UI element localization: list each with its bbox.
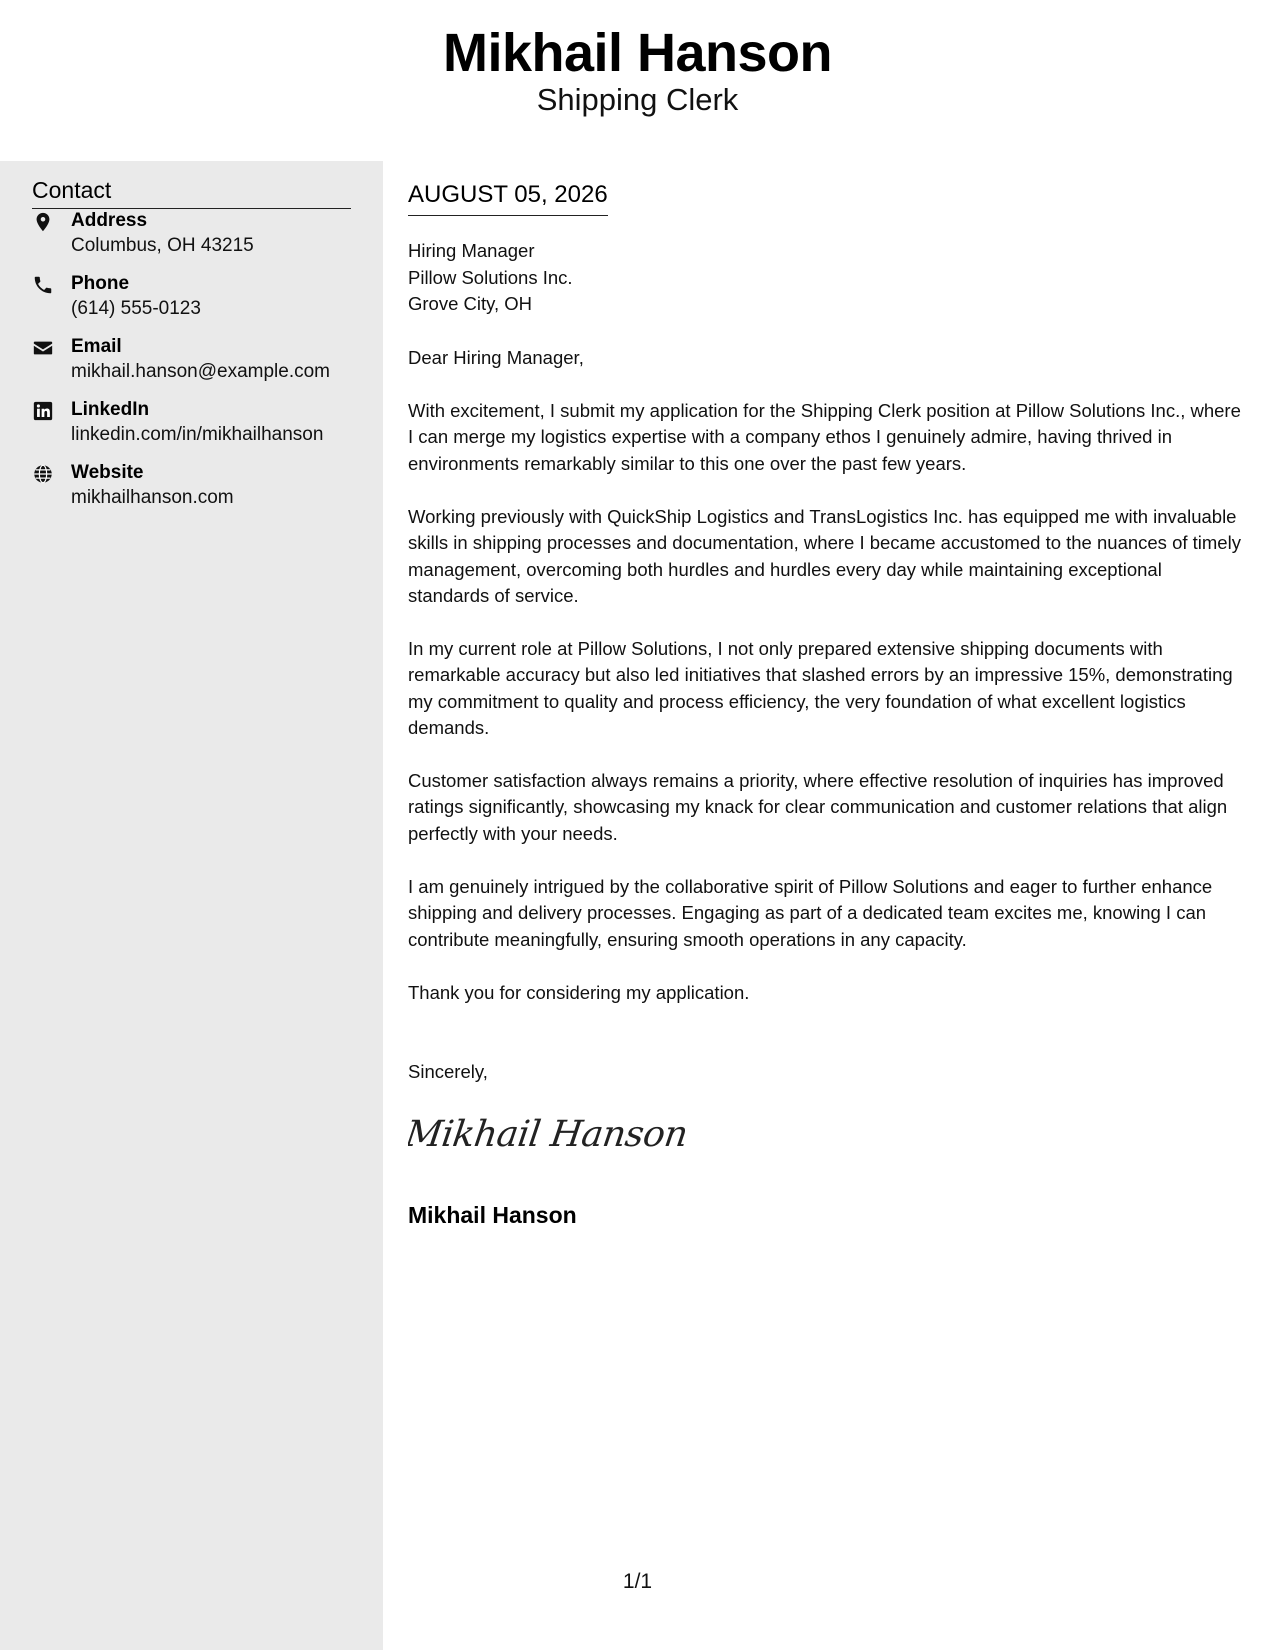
salutation: Dear Hiring Manager, <box>408 347 584 368</box>
recipient-line: Hiring Manager <box>408 240 535 261</box>
contact-value: mikhailhanson.com <box>71 487 234 508</box>
envelope-icon <box>32 337 54 359</box>
globe-icon <box>32 463 54 485</box>
recipient-line: Pillow Solutions Inc. <box>408 266 573 288</box>
contact-address <box>32 208 372 264</box>
signature-name: Mikhail Hanson <box>408 1202 577 1228</box>
recipient-line: Grove City, OH <box>408 293 533 314</box>
contact-value: linkedin.com/in/mikhailhanson <box>71 424 324 445</box>
phone-icon <box>32 274 54 296</box>
contact-sidebar <box>0 161 383 1650</box>
contact-label: Website <box>71 462 144 483</box>
contact-heading: Contact <box>32 175 351 209</box>
contact-phone <box>32 271 372 327</box>
candidate-name: Mikhail Hanson <box>442 23 833 83</box>
paragraph: I am genuinely intrigued by the collaborative spirit of Pillow Solutions and eager to further enhance shipping and delivery processes. Engaging as part of a dedicated team excites me, knowing I can contribute meaningfully, ensuring smooth operations in any capacity. <box>408 876 1213 950</box>
contact-label: LinkedIn <box>71 399 150 420</box>
signature-image <box>408 1104 708 1164</box>
map-pin-icon <box>32 211 54 233</box>
contact-email <box>32 334 372 390</box>
thanks-line: Thank you for considering my application. <box>408 982 750 1003</box>
recipient-block <box>408 238 573 318</box>
linkedin-icon <box>32 400 54 422</box>
contact-label: Address <box>71 210 148 231</box>
contact-label: Phone <box>71 273 130 294</box>
page-number: 1/1 <box>622 1570 653 1593</box>
contact-value: (614) 555-0123 <box>71 298 201 319</box>
contact-value: mikhail.hanson@example.com <box>71 361 331 382</box>
closing: Sincerely, <box>408 1061 488 1082</box>
paragraph: With excitement, I submit my application for the Shipping Clerk position at Pillow Solutions Inc., where I can merge my logistics expertise with a company ethos I genuinely admire, having thrived in environments remarkably similar to this one over the past few years. <box>408 400 1241 474</box>
svg-text:Mikhail Hanson: Mikhail Hanson <box>408 1112 691 1155</box>
paragraph: In my current role at Pillow Solutions, I not only prepared extensive shipping documents with remarkable accuracy but also led initiatives that slashed errors by an impressive 15%, demonstrating my commitment to quality and process efficiency, the very foundation of what excellent logistics demands. <box>408 638 1233 739</box>
contact-website <box>32 460 372 516</box>
header <box>0 0 1275 161</box>
paragraph: Working previously with QuickShip Logistics and TransLogistics Inc. has equipped me with invaluable skills in shipping processes and documentation, where I became accustomed to the nuances of timely management, overcoming both hurdles and hurdles every day while maintaining exceptional standards of service. <box>408 506 1241 607</box>
contact-value: Columbus, OH 43215 <box>71 235 254 256</box>
contact-linkedin <box>32 397 372 453</box>
contact-label: Email <box>71 336 122 357</box>
letter-date: AUGUST 05, 2026 <box>408 179 608 216</box>
paragraph: Customer satisfaction always remains a priority, where effective resolution of inquiries has improved ratings significantly, showcasing my knack for clear communication and customer relations that align perfectly with your needs. <box>408 770 1228 844</box>
job-title: Shipping Clerk <box>536 82 739 117</box>
